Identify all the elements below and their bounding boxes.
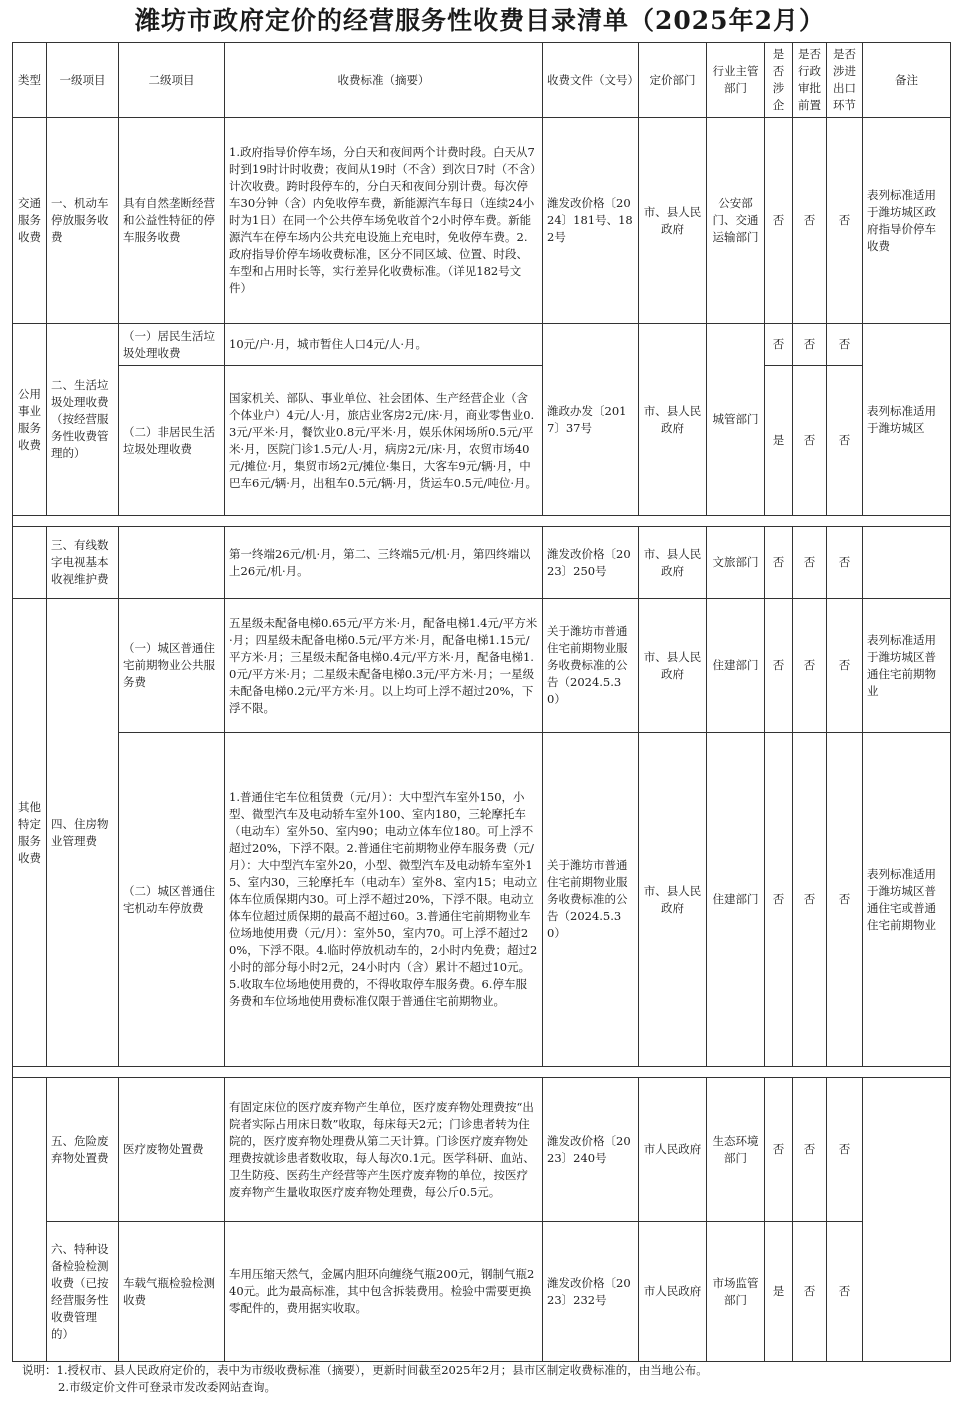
- header-standard: 收费标准（摘要）: [225, 43, 543, 118]
- section-gap: [13, 516, 951, 527]
- approval-cell: 否: [793, 1222, 827, 1362]
- header-industry-dept: 行业主管部门: [707, 43, 765, 118]
- type-cell: 交通服务收费: [13, 118, 47, 324]
- import-export-cell: 否: [827, 1078, 863, 1222]
- enterprise-cell: 否: [765, 1078, 793, 1222]
- pricing-dept-cell: 市、县人民政府: [639, 599, 707, 733]
- approval-cell: 否: [793, 324, 827, 366]
- import-export-cell: 否: [827, 1222, 863, 1362]
- fee-catalog-table: [12, 42, 951, 1362]
- enterprise-cell: 是: [765, 366, 793, 516]
- approval-cell: 否: [793, 733, 827, 1067]
- level1-cell: 五、危险废弃物处置费: [47, 1078, 119, 1222]
- import-export-cell: 否: [827, 366, 863, 516]
- level1-cell: 二、生活垃圾处理收费（按经营服务性收费管理的）: [47, 324, 119, 516]
- standard-cell: 1.政府指导价停车场，分白天和夜间两个计费时段。白天从7时到19时计时收费；夜间从19时（不含）到次日7时（不含）计次收费。跨时段停车的，分白天和夜间分别计费。每次停车30分钟（含）内免收停车费，新能源汽车每日（连续24小时为1日）在同一个公共停车场免收首个2小时停车费。新能源汽车在停车场内公共充电设施上充电时，免收停车费。2.政府指导价停车场收费标准，区分不同区域、位置、时段、车型和占用时长等，实行差异化收费标准。（详见182号文件）: [225, 118, 543, 324]
- level2-cell: 车载气瓶检验检测收费: [119, 1222, 225, 1362]
- header-row: [13, 43, 951, 118]
- import-export-cell: 否: [827, 733, 863, 1067]
- header-import-export: 是否涉进出口环节: [827, 43, 863, 118]
- header-remark: 备注: [863, 43, 951, 118]
- level2-cell: 具有自然垄断经营和公益性特征的停车服务收费: [119, 118, 225, 324]
- header-involves-enterprise: 是否涉企: [765, 43, 793, 118]
- level2-cell: （一）城区普通住宅前期物业公共服务费: [119, 599, 225, 733]
- doc-cell: 关于潍坊市普通住宅前期物业服务收费标准的公告（2024.5.30）: [543, 599, 639, 733]
- industry-dept-cell: 生态环境部门: [707, 1078, 765, 1222]
- footnote-2: 2.市级定价文件可登录市发改委网站查询。: [58, 1380, 276, 1394]
- import-export-cell: 否: [827, 599, 863, 733]
- enterprise-cell: 否: [765, 599, 793, 733]
- standard-cell: 五星级未配备电梯0.65元/平方米·月，配备电梯1.4元/平方米·月；四星级未配备电梯0.5元/平方米·月，配备电梯1.15元/平方米·月；三星级未配备电梯0.4元/平方米·月，配备电梯1.0元/平方米·月；二星级未配备电梯0.3元/平方米·月；一星级未配备电梯0.2元/平方米·月。以上均可上浮不超过20%，下浮不限。: [225, 599, 543, 733]
- enterprise-cell: 否: [765, 527, 793, 599]
- industry-dept-cell: 文旅部门: [707, 527, 765, 599]
- standard-cell: 1.普通住宅车位租赁费（元/月）：大中型汽车室外150，小型、微型汽车及电动轿车室外100、室内180，三轮摩托车（电动车）室外50、室内90；电动立体车位180。可上浮不超过20%，下浮不限。2.普通住宅前期物业停车服务费（元/月）：大中型汽车室外20，小型、微型汽车及电动轿车室外15、室内30，三轮摩托车（电动车）室外8、室内15；电动立体车位质保期内30。可上浮不超过20%，下浮不限。电动立体车位超过质保期的最高不超过60。3.普通住宅前期物业车位场地使用费（元/月）：室外50，室内70。可上浮不超过20%，下浮不限。4.临时停放机动车的，2小时内免费；超过2小时的部分每小时2元，24小时内（含）累计不超过10元。5.收取车位场地使用费的，不得收取停车服务费。6.停车服务费和车位场地使用费标准仅限于普通住宅前期物业。: [225, 733, 543, 1067]
- industry-dept-cell: 住建部门: [707, 733, 765, 1067]
- pricing-dept-cell: 市、县人民政府: [639, 527, 707, 599]
- remark-cell: [863, 1078, 951, 1362]
- import-export-cell: 否: [827, 118, 863, 324]
- type-cell: [13, 1078, 47, 1362]
- approval-cell: 否: [793, 1078, 827, 1222]
- table-row: [13, 366, 951, 516]
- doc-cell: 潍发改价格〔2023〕232号: [543, 1222, 639, 1362]
- industry-dept-cell: 住建部门: [707, 599, 765, 733]
- enterprise-cell: 否: [765, 118, 793, 324]
- type-cell: [13, 527, 47, 599]
- enterprise-cell: 否: [765, 324, 793, 366]
- doc-cell: 潍发改价格〔2023〕240号: [543, 1078, 639, 1222]
- remark-cell: 表列标准适用于潍坊城区普通住宅前期物业: [863, 599, 951, 733]
- page-title: 潍坊市政府定价的经营服务性收费目录清单（2025年2月）: [135, 6, 825, 35]
- standard-cell: 有固定床位的医疗废弃物产生单位，医疗废弃物处理费按“出院者实际占用床日数”收取，每床每天2元；门诊患者转为住院的，医疗废弃物处理费从第二天计算。门诊医疗废弃物处理费按就诊患者数收取，每人每次0.1元。医学科研、血站、卫生防疫、医药生产经营等产生医疗废弃物的单位，按医疗废弃物产生量收取医疗废弃物处理费，每公斤0.5元。: [225, 1078, 543, 1222]
- footnote-text-1: 1.授权市、县人民政府定价的，表中为市级收费标准（摘要），更新时间截至2025年2月；县市区制定收费标准的，由当地公布。: [56, 1363, 708, 1377]
- table-row: [13, 733, 951, 1067]
- type-cell: 公用事业服务收费: [13, 324, 47, 516]
- pricing-dept-cell: 市、县人民政府: [639, 324, 707, 516]
- standard-cell: 第一终端26元/机·月，第二、三终端5元/机·月，第四终端以上26元/机·月。: [225, 527, 543, 599]
- level2-cell: 医疗废物处置费: [119, 1078, 225, 1222]
- doc-cell: 潍发改价格〔2023〕250号: [543, 527, 639, 599]
- industry-dept-cell: 公安部门、交通运输部门: [707, 118, 765, 324]
- approval-cell: 否: [793, 118, 827, 324]
- table-row: [13, 1078, 951, 1222]
- footnote-label: 说明：: [22, 1363, 57, 1377]
- doc-cell: 潍政办发〔2017〕37号: [543, 324, 639, 516]
- level1-cell: 六、特种设备检验检测收费（已按经营服务性收费管理的）: [47, 1222, 119, 1362]
- import-export-cell: 否: [827, 527, 863, 599]
- footnotes: [22, 1362, 942, 1396]
- type-cell: 其他特定服务收费: [13, 599, 47, 1067]
- table-row: [13, 527, 951, 599]
- header-pricing-dept: 定价部门: [639, 43, 707, 118]
- footnote-1: [22, 1362, 942, 1379]
- header-type: 类型: [13, 43, 47, 118]
- remark-cell: 表列标准适用于潍坊城区: [863, 324, 951, 516]
- pricing-dept-cell: 市人民政府: [639, 1222, 707, 1362]
- remark-cell: 表列标准适用于潍坊城区政府指导价停车收费: [863, 118, 951, 324]
- remark-cell: [863, 527, 951, 599]
- standard-cell: 国家机关、部队、事业单位、社会团体、生产经营企业（含个体业户）4元/人·月，旅店业客房2元/床·月，商业零售业0.3元/平米·月，餐饮业0.8元/平米·月，娱乐休闲场所0.5元/平米·月，医院门诊1.5元/人·月，病房2元/床·月，农贸市场40元/摊位·月，集贸市场2元/摊位·集日，大客车9元/辆·月，中巴车6元/辆·月，出租车0.5元/辆·月，货运车0.5元/吨位·月。: [225, 366, 543, 516]
- level2-cell: （二）非居民生活垃圾处理收费: [119, 366, 225, 516]
- level1-cell: 三、有线数字电视基本收视维护费: [47, 527, 119, 599]
- header-level2: 二级项目: [119, 43, 225, 118]
- approval-cell: 否: [793, 527, 827, 599]
- pricing-dept-cell: 市、县人民政府: [639, 118, 707, 324]
- header-admin-approval: 是否行政审批前置: [793, 43, 827, 118]
- level1-cell: 四、住房物业管理费: [47, 599, 119, 1067]
- table-row: [13, 118, 951, 324]
- table-row: [13, 1222, 951, 1362]
- standard-cell: 10元/户·月，城市暂住人口4元/人·月。: [225, 324, 543, 366]
- header-doc: 收费文件（文号）: [543, 43, 639, 118]
- table-row: [13, 599, 951, 733]
- enterprise-cell: 否: [765, 733, 793, 1067]
- level1-cell: 一、机动车停放服务收费: [47, 118, 119, 324]
- enterprise-cell: 是: [765, 1222, 793, 1362]
- level2-cell: [119, 527, 225, 599]
- table-row: [13, 324, 951, 366]
- pricing-dept-cell: 市人民政府: [639, 1078, 707, 1222]
- industry-dept-cell: 市场监管部门: [707, 1222, 765, 1362]
- remark-cell: 表列标准适用于潍坊城区普通住宅或普通住宅前期物业: [863, 733, 951, 1067]
- doc-cell: 关于潍坊市普通住宅前期物业服务收费标准的公告（2024.5.30）: [543, 733, 639, 1067]
- import-export-cell: 否: [827, 324, 863, 366]
- level2-cell: （一）居民生活垃圾处理收费: [119, 324, 225, 366]
- level2-cell: （二）城区普通住宅机动车停放费: [119, 733, 225, 1067]
- approval-cell: 否: [793, 599, 827, 733]
- section-gap: [13, 1067, 951, 1078]
- industry-dept-cell: 城管部门: [707, 324, 765, 516]
- pricing-dept-cell: 市、县人民政府: [639, 733, 707, 1067]
- standard-cell: 车用压缩天然气，金属内胆环向缠绕气瓶200元，钢制气瓶240元。此为最高标准，其中包含拆装费用。检验中需要更换零配件的，费用据实收取。: [225, 1222, 543, 1362]
- doc-cell: 潍发改价格〔2024〕181号、182号: [543, 118, 639, 324]
- approval-cell: 否: [793, 366, 827, 516]
- header-level1: 一级项目: [47, 43, 119, 118]
